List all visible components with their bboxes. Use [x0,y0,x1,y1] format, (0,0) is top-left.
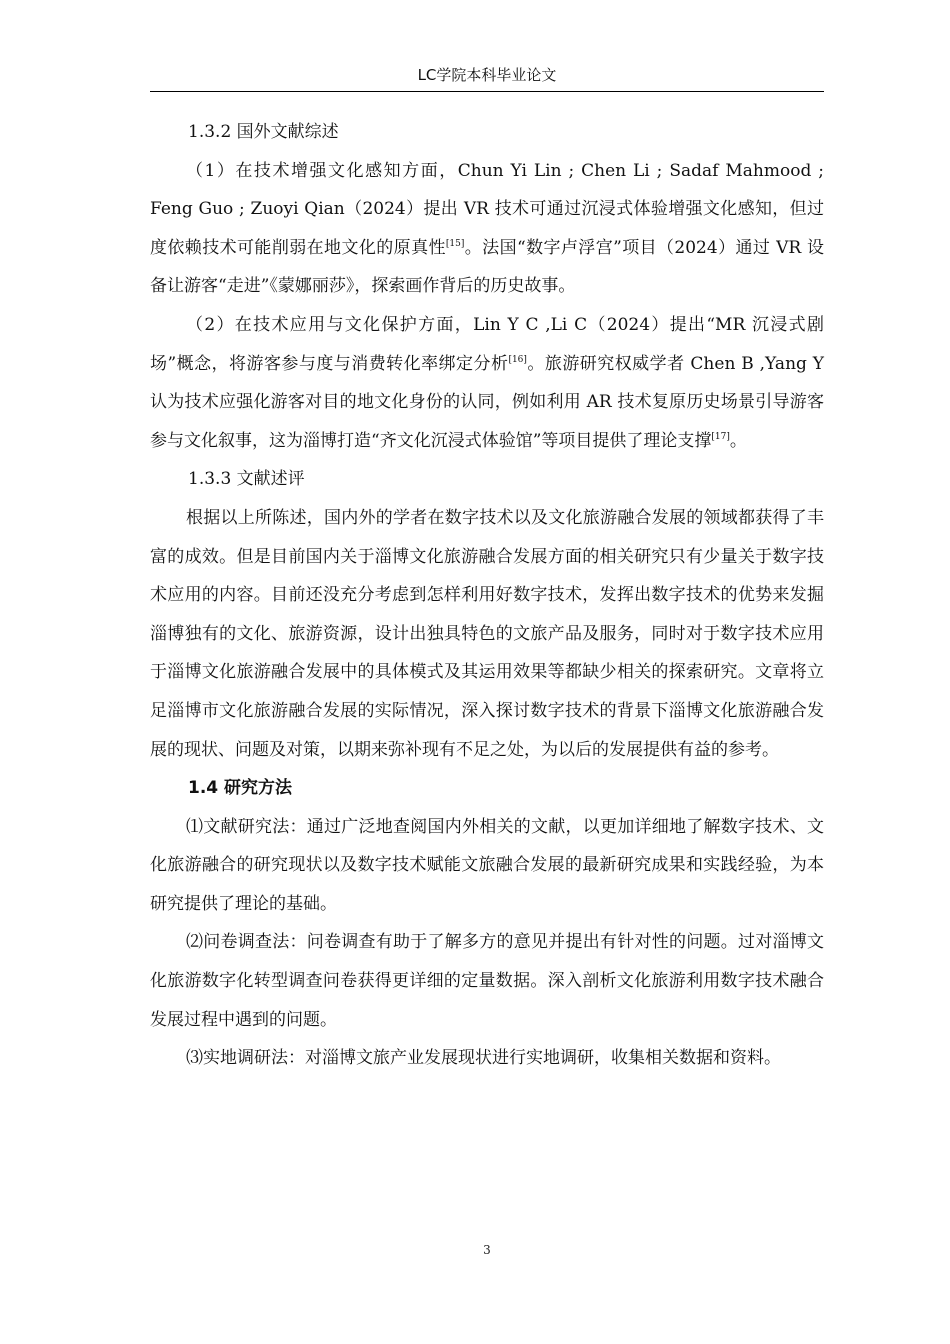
paragraph-literature-review: 根据以上所陈述，国内外的学者在数字技术以及文化旅游融合发展的领域都获得了丰富的成效。但是目前国内关于淄博文化旅游融合发展方面的相关研究只有少量关于数字技术应用的内容。目前还没充分考虑到怎样利用好数字技术，发挥出数字技术的优势来发掘淄博独有的文化、旅游资源，设计出独具特色的文旅产品及服务，同时对于数字技术应用于淄博文化旅游融合发展中的具体模式及其运用效果等都缺少相关的探索研究。文章将立足淄博市文化旅游融合发展的实际情况，深入探讨数字技术的背景下淄博文化旅游融合发展的现状、问题及对策，以期来弥补现有不足之处，为以后的发展提供有益的参考。 [150,507,824,760]
citation-ref: [17] [711,431,730,442]
citation-ref: [15] [445,238,465,249]
paragraph-text: 。旅游研究权威学者 Chen B ,Yang Y 认为技术应强化游客对目的地文化身份的认同，例如利用 AR 技术复原历史场景引导游客参与文化叙事，这为淄博打造“齐文化沉浸式体验馆”等项目提供了理论支撑 [150,353,824,451]
paragraph-tech-cultural-perception [150,152,824,306]
paragraph-text: 。法国“数字卢浮宫”项目（2024）通过 VR 设备让游客“走进”《蒙娜丽莎》，探索画作背后的历史故事。 [150,237,825,297]
header-rule [150,91,824,92]
paragraph-method-field-research: ⑶实地调研法：对淄博文旅产业发展现状进行实地调研，收集相关数据和资料。 [186,1048,781,1069]
section-heading-1-3-3: 1.3.3 文献述评 [188,469,305,490]
paragraph-method-questionnaire: ⑵问卷调查法：问卷调查有助于了解多方的意见并提出有针对性的问题。过对淄博文化旅游数字化转型调查问卷获得更详细的定量数据。深入剖析文化旅游利用数字技术融合发展过程中遇到的问题。 [150,932,824,1030]
paragraph-text: （2）在技术应用与文化保护方面，Lin Y C ,Li C（2024）提出“MR 沉浸式剧场”概念，将游客参与度与消费转化率绑定分析 [150,314,824,374]
section-heading-1-3-2: 1.3.2 国外文献综述 [188,122,339,142]
section-heading-1-4: 1.4 研究方法 [188,778,293,799]
page-number: 3 [483,1243,491,1257]
paragraph-tech-application [150,306,824,460]
paragraph-text: （1）在技术增强文化感知方面，Chun Yi Lin ; Chen Li ; Sadaf Mahmood ; Feng Guo ; Zuoyi Qian（2024）提出 VR 技术可通过沉浸式体验增强文化感知，但过度依赖技术可能削弱在地文化的原真性 [150,160,824,258]
citation-ref: [16] [508,354,527,365]
paragraph-text: 。 [729,430,747,451]
page-body [150,113,824,1078]
paragraph-method-literature: ⑴文献研究法：通过广泛地查阅国内外相关的文献，以更加详细地了解数字技术、文化旅游融合的研究现状以及数字技术赋能文旅融合发展的最新研究成果和实践经验，为本研究提供了理论的基础。 [150,816,824,914]
page-header-title: LC学院本科毕业论文 [417,66,557,84]
